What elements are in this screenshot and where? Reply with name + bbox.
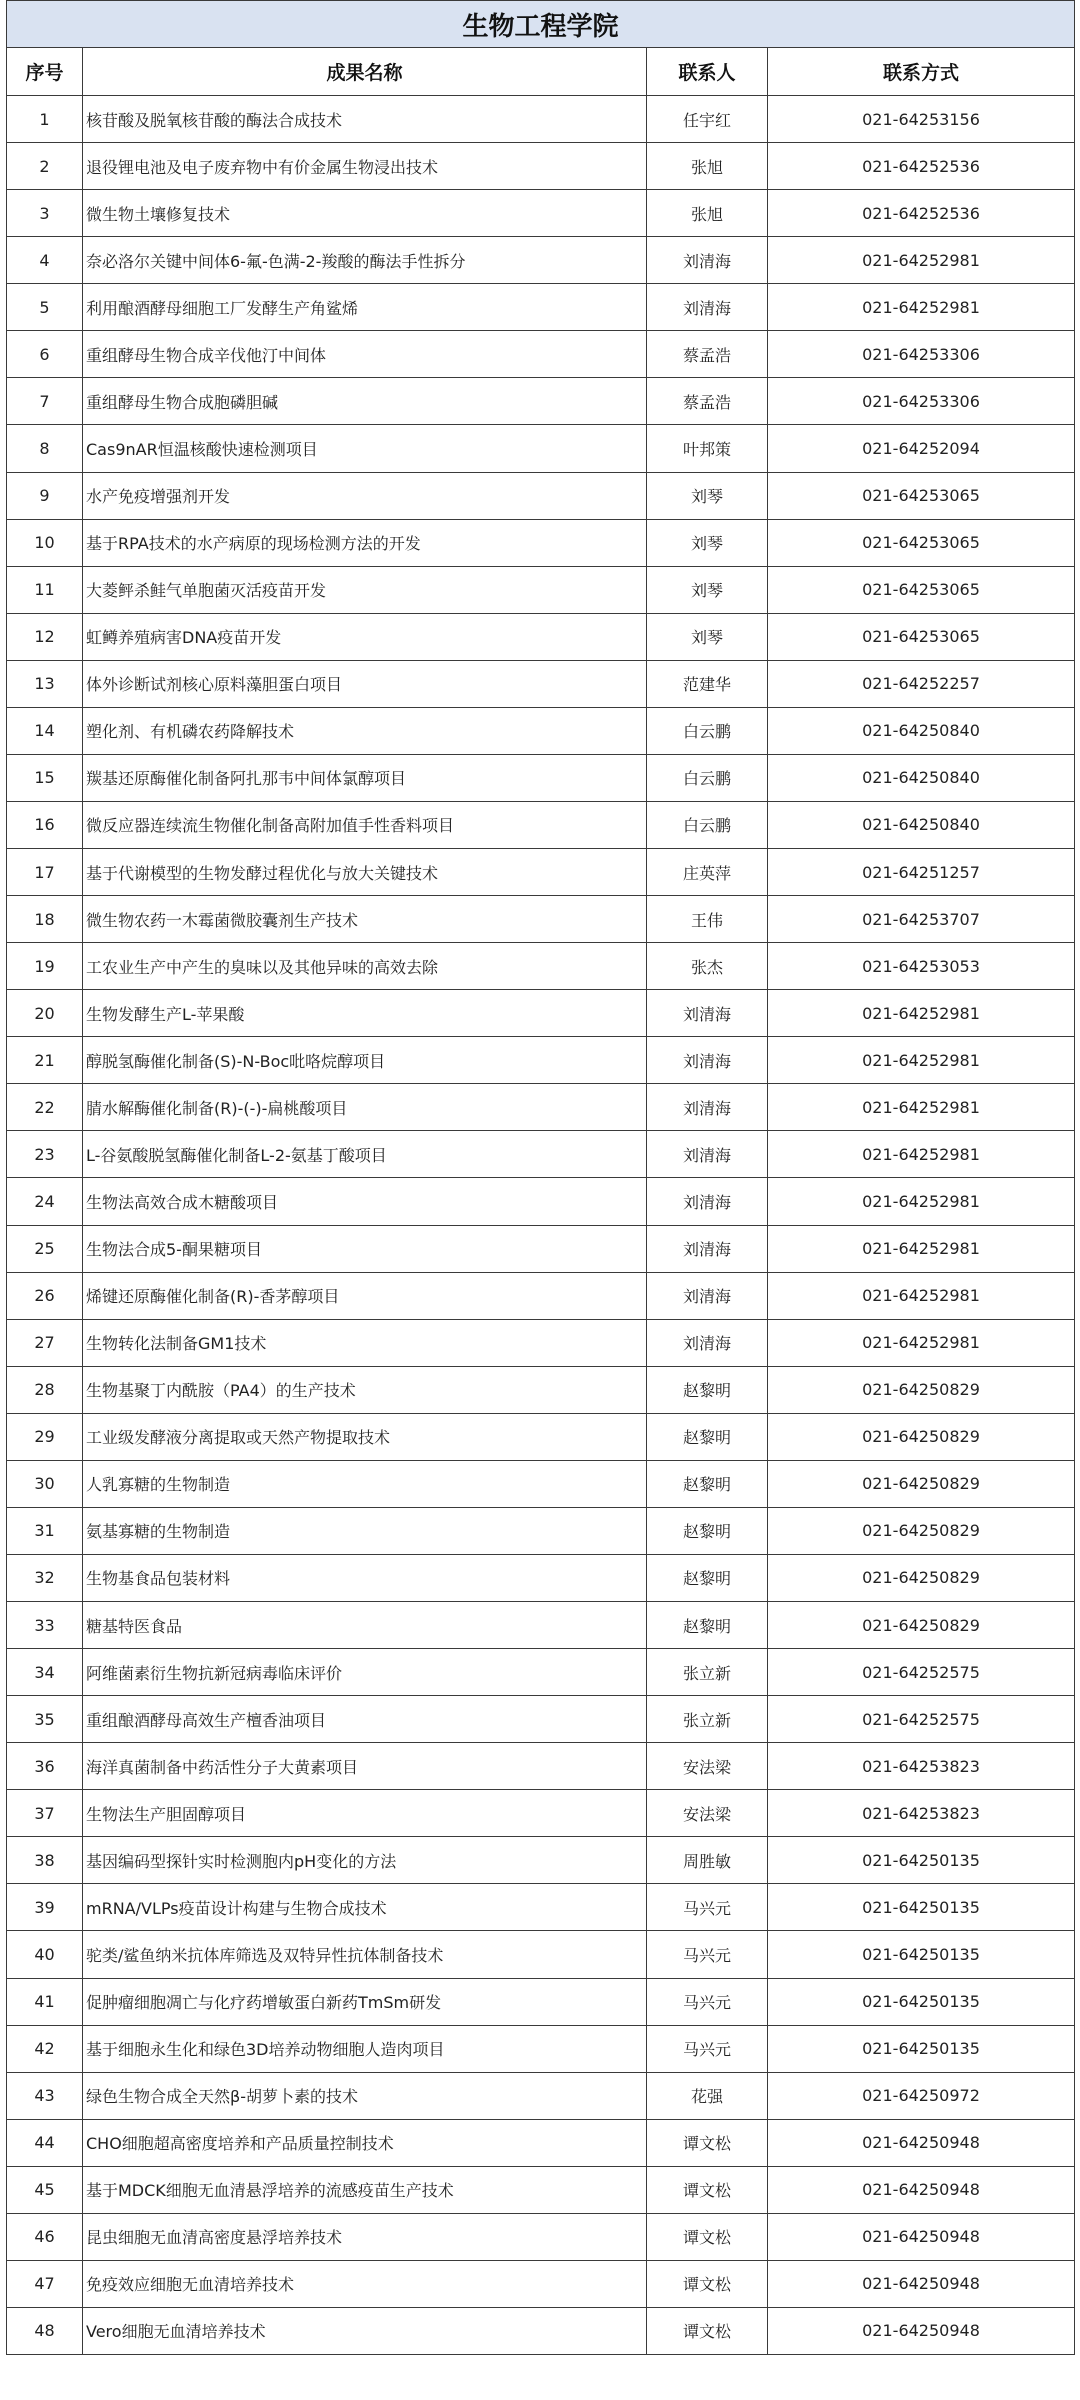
row-name: 糖基特医食品 [83,1602,647,1649]
row-name: 生物基聚丁内酰胺（PA4）的生产技术 [83,1366,647,1413]
table-row [7,190,1075,237]
row-contact: 任宇红 [647,96,768,143]
row-contact: 刘清海 [647,237,768,284]
row-name: 生物转化法制备GM1技术 [83,1319,647,1366]
row-phone: 021-64252981 [768,284,1075,331]
table-row [7,2213,1075,2260]
row-contact: 谭文松 [647,2307,768,2354]
row-contact: 花强 [647,2072,768,2119]
row-contact: 赵黎明 [647,1460,768,1507]
row-contact: 范建华 [647,660,768,707]
table-row [7,143,1075,190]
row-contact: 谭文松 [647,2213,768,2260]
row-contact: 安法梁 [647,1790,768,1837]
row-index: 11 [7,566,83,613]
row-phone: 021-64250135 [768,2025,1075,2072]
row-name: 驼类/鲨鱼纳米抗体库筛选及双特异性抗体制备技术 [83,1931,647,1978]
row-phone: 021-64253823 [768,1790,1075,1837]
table-body [7,96,1075,2355]
table-row [7,566,1075,613]
row-index: 19 [7,943,83,990]
table-row [7,1931,1075,1978]
row-index: 24 [7,1178,83,1225]
row-name: CHO细胞超高密度培养和产品质量控制技术 [83,2119,647,2166]
row-index: 1 [7,96,83,143]
row-phone: 021-64253306 [768,331,1075,378]
table-title: 生物工程学院 [7,1,1075,48]
row-name: 生物发酵生产L-苹果酸 [83,990,647,1037]
row-name: 氨基寡糖的生物制造 [83,1507,647,1554]
row-index: 44 [7,2119,83,2166]
achievements-table [6,0,1075,2355]
table-row [7,331,1075,378]
row-index: 33 [7,1602,83,1649]
table-row [7,1037,1075,1084]
row-phone: 021-64252094 [768,425,1075,472]
row-contact: 刘清海 [647,1178,768,1225]
row-index: 40 [7,1931,83,1978]
row-name: 重组酿酒酵母高效生产檀香油项目 [83,1696,647,1743]
row-index: 48 [7,2307,83,2354]
row-contact: 马兴元 [647,2025,768,2072]
table-row [7,1884,1075,1931]
row-phone: 021-64250948 [768,2260,1075,2307]
row-phone: 021-64252981 [768,1037,1075,1084]
table-row [7,1602,1075,1649]
row-index: 29 [7,1413,83,1460]
row-name: 基于细胞永生化和绿色3D培养动物细胞人造肉项目 [83,2025,647,2072]
row-contact: 马兴元 [647,1884,768,1931]
row-contact: 刘清海 [647,1037,768,1084]
table-row [7,1978,1075,2025]
row-contact: 张立新 [647,1696,768,1743]
table-row [7,1696,1075,1743]
row-contact: 赵黎明 [647,1554,768,1601]
table-row [7,2072,1075,2119]
row-phone: 021-64252981 [768,1319,1075,1366]
table-row [7,1790,1075,1837]
row-phone: 021-64250948 [768,2307,1075,2354]
row-phone: 021-64253065 [768,472,1075,519]
row-name: 烯键还原酶催化制备(R)-香茅醇项目 [83,1272,647,1319]
table-row [7,2307,1075,2354]
row-index: 35 [7,1696,83,1743]
row-name: 免疫效应细胞无血清培养技术 [83,2260,647,2307]
row-phone: 021-64250135 [768,1931,1075,1978]
row-name: 海洋真菌制备中药活性分子大黄素项目 [83,1743,647,1790]
row-name: 重组酵母生物合成辛伐他汀中间体 [83,331,647,378]
row-index: 21 [7,1037,83,1084]
row-name: 利用酿酒酵母细胞工厂发酵生产角鲨烯 [83,284,647,331]
row-name: 醇脱氢酶催化制备(S)-N-Boc吡咯烷醇项目 [83,1037,647,1084]
row-index: 17 [7,849,83,896]
row-name: 基于RPA技术的水产病原的现场检测方法的开发 [83,519,647,566]
row-index: 43 [7,2072,83,2119]
table-row [7,1178,1075,1225]
row-name: 生物法合成5-酮果糖项目 [83,1225,647,1272]
row-name: 重组酵母生物合成胞磷胆碱 [83,378,647,425]
row-phone: 021-64252536 [768,190,1075,237]
row-name: 绿色生物合成全天然β-胡萝卜素的技术 [83,2072,647,2119]
row-contact: 赵黎明 [647,1413,768,1460]
table-row [7,1131,1075,1178]
row-index: 30 [7,1460,83,1507]
row-contact: 安法梁 [647,1743,768,1790]
row-index: 42 [7,2025,83,2072]
row-index: 4 [7,237,83,284]
row-phone: 021-64250948 [768,2213,1075,2260]
table-row [7,1554,1075,1601]
row-index: 15 [7,754,83,801]
table-row [7,378,1075,425]
row-index: 45 [7,2166,83,2213]
row-contact: 周胜敏 [647,1837,768,1884]
row-index: 28 [7,1366,83,1413]
table-row [7,237,1075,284]
row-index: 8 [7,425,83,472]
table-row [7,1837,1075,1884]
row-phone: 021-64250829 [768,1460,1075,1507]
table-row [7,284,1075,331]
row-phone: 021-64252981 [768,237,1075,284]
row-contact: 刘琴 [647,613,768,660]
row-phone: 021-64252575 [768,1649,1075,1696]
table-row [7,1460,1075,1507]
row-name: 大菱鲆杀鲑气单胞菌灭活疫苗开发 [83,566,647,613]
table-row [7,1649,1075,1696]
table-row [7,896,1075,943]
row-index: 20 [7,990,83,1037]
row-contact: 谭文松 [647,2260,768,2307]
row-index: 41 [7,1978,83,2025]
row-phone: 021-64253156 [768,96,1075,143]
table-row [7,2119,1075,2166]
row-name: 核苷酸及脱氧核苷酸的酶法合成技术 [83,96,647,143]
row-contact: 刘清海 [647,1272,768,1319]
row-index: 36 [7,1743,83,1790]
row-phone: 021-64253306 [768,378,1075,425]
row-contact: 张旭 [647,143,768,190]
row-index: 25 [7,1225,83,1272]
table-row [7,472,1075,519]
row-phone: 021-64252536 [768,143,1075,190]
row-contact: 庄英萍 [647,849,768,896]
row-phone: 021-64250829 [768,1507,1075,1554]
row-contact: 白云鹏 [647,707,768,754]
row-name: 生物法高效合成木糖酸项目 [83,1178,647,1225]
row-phone: 021-64250829 [768,1602,1075,1649]
row-contact: 刘清海 [647,1131,768,1178]
row-contact: 赵黎明 [647,1602,768,1649]
row-name: 微生物土壤修复技术 [83,190,647,237]
table-row [7,1743,1075,1790]
row-phone: 021-64250840 [768,707,1075,754]
row-index: 12 [7,613,83,660]
table-row [7,990,1075,1037]
row-index: 14 [7,707,83,754]
row-name: mRNA/VLPs疫苗设计构建与生物合成技术 [83,1884,647,1931]
row-contact: 赵黎明 [647,1507,768,1554]
row-name: 基因编码型探针实时检测胞内pH变化的方法 [83,1837,647,1884]
row-name: 基于MDCK细胞无血清悬浮培养的流感疫苗生产技术 [83,2166,647,2213]
row-name: 人乳寡糖的生物制造 [83,1460,647,1507]
row-contact: 谭文松 [647,2119,768,2166]
row-index: 27 [7,1319,83,1366]
row-phone: 021-64252981 [768,990,1075,1037]
header-phone: 联系方式 [768,48,1075,96]
table-row [7,1084,1075,1131]
table-row [7,943,1075,990]
row-phone: 021-64253065 [768,613,1075,660]
row-phone: 021-64250135 [768,1884,1075,1931]
row-phone: 021-64250829 [768,1366,1075,1413]
title-row [7,1,1075,48]
row-name: 体外诊断试剂核心原料藻胆蛋白项目 [83,660,647,707]
table-row [7,2260,1075,2307]
row-phone: 021-64252981 [768,1225,1075,1272]
row-name: 奈必洛尔关键中间体6-氟-色满-2-羧酸的酶法手性拆分 [83,237,647,284]
row-name: 工农业生产中产生的臭味以及其他异味的高效去除 [83,943,647,990]
row-index: 31 [7,1507,83,1554]
row-phone: 021-64250135 [768,1837,1075,1884]
row-phone: 021-64250135 [768,1978,1075,2025]
row-phone: 021-64251257 [768,849,1075,896]
header-row [7,48,1075,96]
header-contact: 联系人 [647,48,768,96]
table-row [7,2166,1075,2213]
row-name: 塑化剂、有机磷农药降解技术 [83,707,647,754]
table-row [7,801,1075,848]
table-row [7,1319,1075,1366]
row-index: 5 [7,284,83,331]
row-name: 促肿瘤细胞凋亡与化疗药增敏蛋白新药TmSm研发 [83,1978,647,2025]
row-index: 6 [7,331,83,378]
table-row [7,1366,1075,1413]
row-index: 32 [7,1554,83,1601]
row-name: 阿维菌素衍生物抗新冠病毒临床评价 [83,1649,647,1696]
row-contact: 马兴元 [647,1931,768,1978]
row-contact: 刘琴 [647,472,768,519]
row-name: 微反应器连续流生物催化制备高附加值手性香料项目 [83,801,647,848]
row-index: 10 [7,519,83,566]
row-contact: 张旭 [647,190,768,237]
row-phone: 021-64252981 [768,1084,1075,1131]
row-phone: 021-64253053 [768,943,1075,990]
row-name: 水产免疫增强剂开发 [83,472,647,519]
table-row [7,754,1075,801]
table-row [7,1225,1075,1272]
row-contact: 赵黎明 [647,1366,768,1413]
row-contact: 刘清海 [647,990,768,1037]
table-row [7,425,1075,472]
row-index: 37 [7,1790,83,1837]
row-contact: 白云鹏 [647,754,768,801]
row-index: 7 [7,378,83,425]
row-phone: 021-64250840 [768,801,1075,848]
row-phone: 021-64250948 [768,2166,1075,2213]
table-row [7,2025,1075,2072]
row-index: 47 [7,2260,83,2307]
table-row [7,849,1075,896]
table-row [7,1413,1075,1460]
row-contact: 马兴元 [647,1978,768,2025]
row-contact: 白云鹏 [647,801,768,848]
row-name: L-谷氨酸脱氢酶催化制备L-2-氨基丁酸项目 [83,1131,647,1178]
row-index: 18 [7,896,83,943]
row-phone: 021-64252257 [768,660,1075,707]
row-phone: 021-64250948 [768,2119,1075,2166]
table-row [7,519,1075,566]
row-index: 3 [7,190,83,237]
row-phone: 021-64252981 [768,1131,1075,1178]
row-phone: 021-64252981 [768,1178,1075,1225]
row-contact: 叶邦策 [647,425,768,472]
row-name: Cas9nAR恒温核酸快速检测项目 [83,425,647,472]
row-index: 16 [7,801,83,848]
row-name: 微生物农药一木霉菌微胶囊剂生产技术 [83,896,647,943]
row-phone: 021-64253823 [768,1743,1075,1790]
row-name: 虹鳟养殖病害DNA疫苗开发 [83,613,647,660]
row-phone: 021-64253065 [768,519,1075,566]
table-row [7,707,1075,754]
row-name: 腈水解酶催化制备(R)-(-)-扁桃酸项目 [83,1084,647,1131]
row-phone: 021-64250840 [768,754,1075,801]
row-name: 生物基食品包装材料 [83,1554,647,1601]
row-phone: 021-64253707 [768,896,1075,943]
row-index: 39 [7,1884,83,1931]
row-name: 工业级发酵液分离提取或天然产物提取技术 [83,1413,647,1460]
row-index: 13 [7,660,83,707]
row-index: 2 [7,143,83,190]
row-name: 昆虫细胞无血清高密度悬浮培养技术 [83,2213,647,2260]
header-name: 成果名称 [83,48,647,96]
row-name: 生物法生产胆固醇项目 [83,1790,647,1837]
row-contact: 王伟 [647,896,768,943]
row-contact: 刘清海 [647,1084,768,1131]
row-contact: 张立新 [647,1649,768,1696]
row-name: 基于代谢模型的生物发酵过程优化与放大关键技术 [83,849,647,896]
row-contact: 张杰 [647,943,768,990]
row-contact: 刘琴 [647,566,768,613]
row-index: 26 [7,1272,83,1319]
row-contact: 刘清海 [647,284,768,331]
row-index: 34 [7,1649,83,1696]
row-phone: 021-64250972 [768,2072,1075,2119]
row-phone: 021-64252575 [768,1696,1075,1743]
row-name: 退役锂电池及电子废弃物中有价金属生物浸出技术 [83,143,647,190]
row-contact: 刘琴 [647,519,768,566]
table-row [7,660,1075,707]
row-contact: 蔡孟浩 [647,331,768,378]
row-name: Vero细胞无血清培养技术 [83,2307,647,2354]
row-contact: 刘清海 [647,1319,768,1366]
row-index: 38 [7,1837,83,1884]
row-contact: 刘清海 [647,1225,768,1272]
row-name: 羰基还原酶催化制备阿扎那韦中间体氯醇项目 [83,754,647,801]
row-phone: 021-64250829 [768,1554,1075,1601]
row-index: 9 [7,472,83,519]
header-index: 序号 [7,48,83,96]
row-index: 23 [7,1131,83,1178]
row-index: 46 [7,2213,83,2260]
table-row [7,96,1075,143]
row-phone: 021-64252981 [768,1272,1075,1319]
row-contact: 谭文松 [647,2166,768,2213]
row-index: 22 [7,1084,83,1131]
table-row [7,1272,1075,1319]
table-row [7,1507,1075,1554]
row-phone: 021-64253065 [768,566,1075,613]
table-row [7,613,1075,660]
row-phone: 021-64250829 [768,1413,1075,1460]
row-contact: 蔡孟浩 [647,378,768,425]
